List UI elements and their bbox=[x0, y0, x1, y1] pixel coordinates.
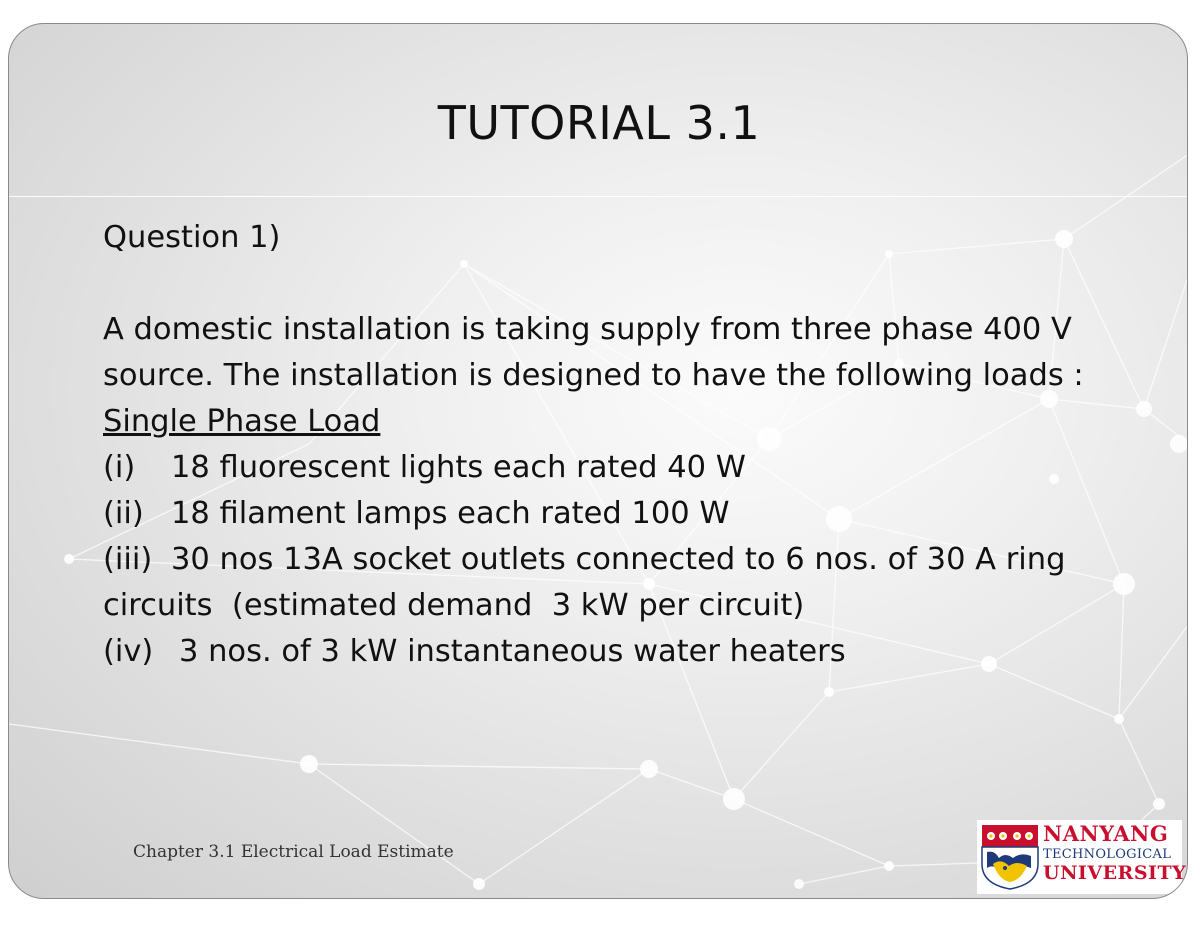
ntu-logo bbox=[977, 820, 1187, 894]
item-text: 3 nos. of 3 kW instantaneous water heaters bbox=[179, 634, 846, 669]
item-marker: (iv) bbox=[103, 634, 154, 669]
section-heading-text: Single Phase Load bbox=[103, 404, 381, 439]
question-label: Question 1) bbox=[103, 220, 281, 255]
university-crest-icon bbox=[981, 824, 1039, 890]
spacer bbox=[103, 261, 1143, 307]
item-marker: (ii) bbox=[103, 496, 144, 531]
slide bbox=[8, 23, 1188, 899]
paragraph-line: source. The installation is designed to have the following loads : bbox=[103, 358, 1084, 393]
item-text: 18 filament lamps each rated 100 W bbox=[171, 496, 730, 531]
footer-chapter-label: Chapter 3.1 Electrical Load Estimate bbox=[133, 842, 454, 862]
load-item bbox=[103, 629, 1143, 675]
load-item bbox=[103, 445, 1143, 491]
logo-line: TECHNOLOGICAL bbox=[1043, 847, 1172, 862]
slide-title: TUTORIAL 3.1 bbox=[437, 96, 761, 150]
slide-body bbox=[103, 215, 1143, 675]
item-marker: (iii) bbox=[103, 542, 153, 577]
item-marker: (i) bbox=[103, 450, 136, 485]
logo-line: NANYANG bbox=[1043, 821, 1169, 846]
paragraph-line: A domestic installation is taking supply from three phase 400 V bbox=[103, 312, 1072, 347]
load-item bbox=[103, 491, 1143, 537]
title-divider bbox=[9, 196, 1188, 197]
logo-wordmark bbox=[1043, 823, 1186, 883]
load-item bbox=[103, 537, 1143, 583]
item-text: 18 fluorescent lights each rated 40 W bbox=[171, 450, 746, 485]
load-item-continuation: circuits (estimated demand 3 kW per circuit) bbox=[103, 588, 805, 623]
item-text: 30 nos 13A socket outlets connected to 6 nos. of 30 A ring bbox=[171, 542, 1066, 577]
logo-line: UNIVERSITY bbox=[1043, 862, 1187, 884]
section-heading bbox=[103, 399, 1143, 445]
